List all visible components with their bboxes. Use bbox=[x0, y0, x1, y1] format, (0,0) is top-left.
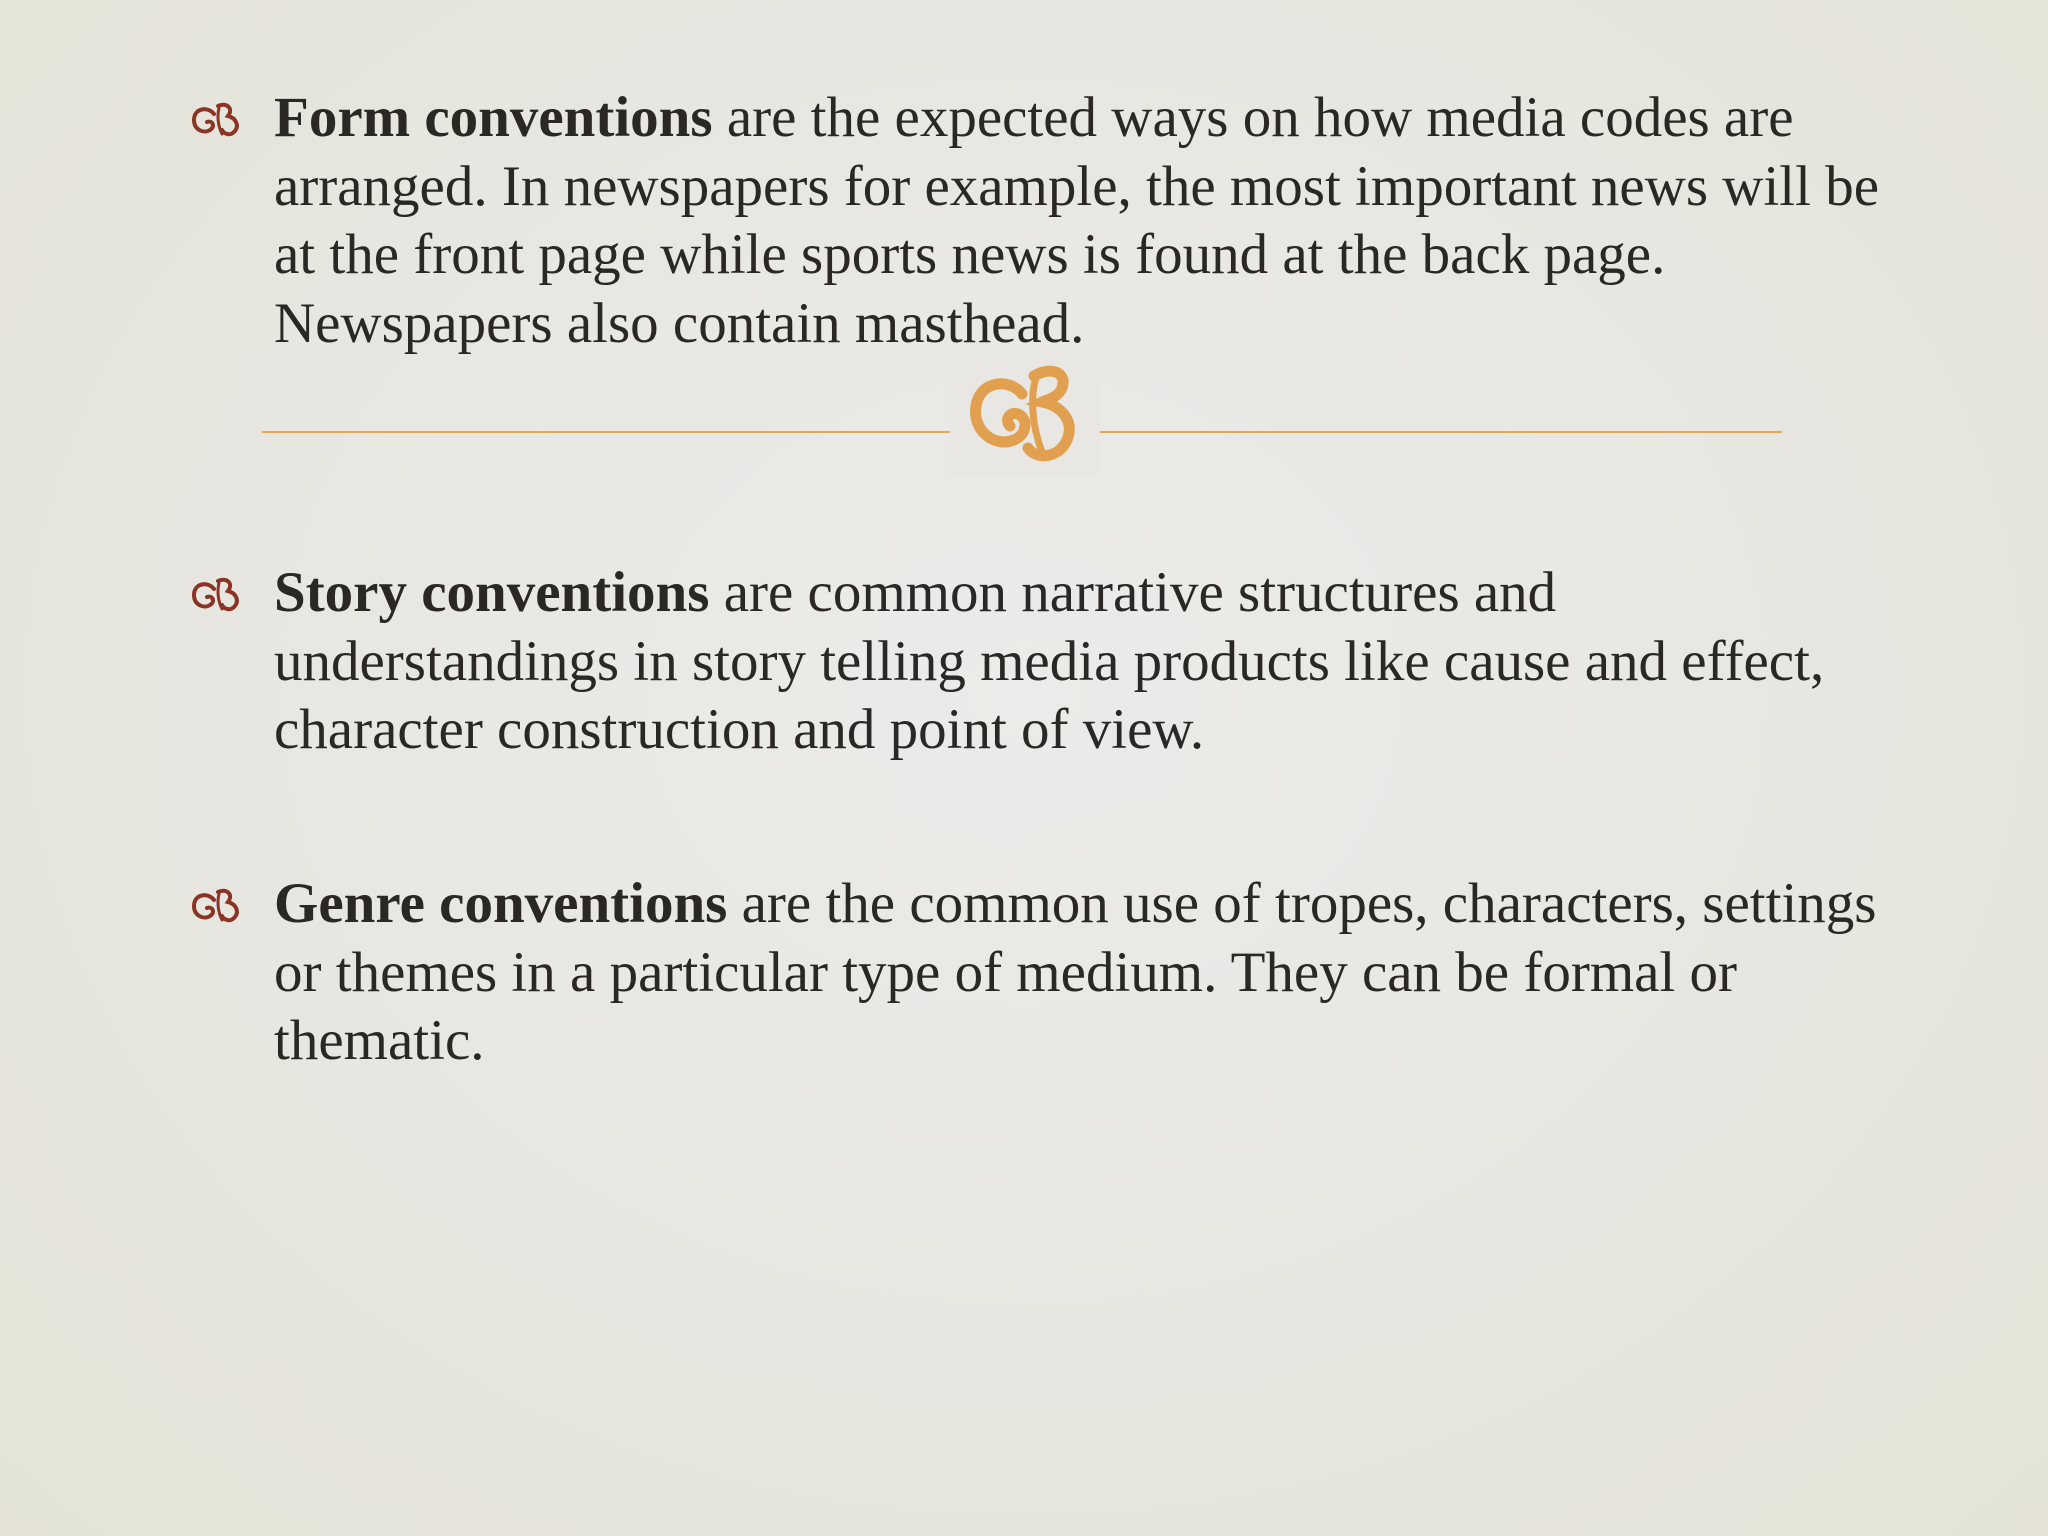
flourish-bullet-icon bbox=[190, 559, 274, 635]
flourish-bullet-svg bbox=[190, 575, 242, 615]
bullet-story-conventions bbox=[190, 559, 1890, 765]
flourish-bullet-svg bbox=[190, 886, 242, 926]
flourish-bullet-icon bbox=[190, 84, 274, 160]
flourish-divider-icon bbox=[950, 356, 1100, 476]
bullet-text bbox=[274, 84, 1890, 358]
bullet-text bbox=[274, 559, 1890, 765]
bullet-text bbox=[274, 870, 1890, 1076]
flourish-bullet-icon bbox=[190, 870, 274, 946]
bullet-term: Genre conventions bbox=[274, 872, 728, 935]
bullet-term: Story conventions bbox=[274, 561, 710, 624]
bullet-genre-conventions bbox=[190, 870, 1890, 1076]
bullet-form-conventions bbox=[190, 84, 1890, 358]
flourish-bullet-svg bbox=[190, 100, 242, 140]
flourish-divider-svg bbox=[950, 356, 1100, 476]
bullet-body: are common narrative structures and understandings in story telling media products like cause and effect, character construction and point of view. bbox=[274, 561, 1825, 761]
bullet-body: are the common use of tropes, characters, settings or themes in a particular type of medium. They can be formal or thematic. bbox=[274, 872, 1877, 1072]
bullet-term: Form conventions bbox=[274, 86, 713, 149]
bullet-body: are the expected ways on how media codes are arranged. In newspapers for example, the most important news will be at the front page while sports news is found at the back page. Newspapers also contain masthead. bbox=[274, 86, 1880, 355]
